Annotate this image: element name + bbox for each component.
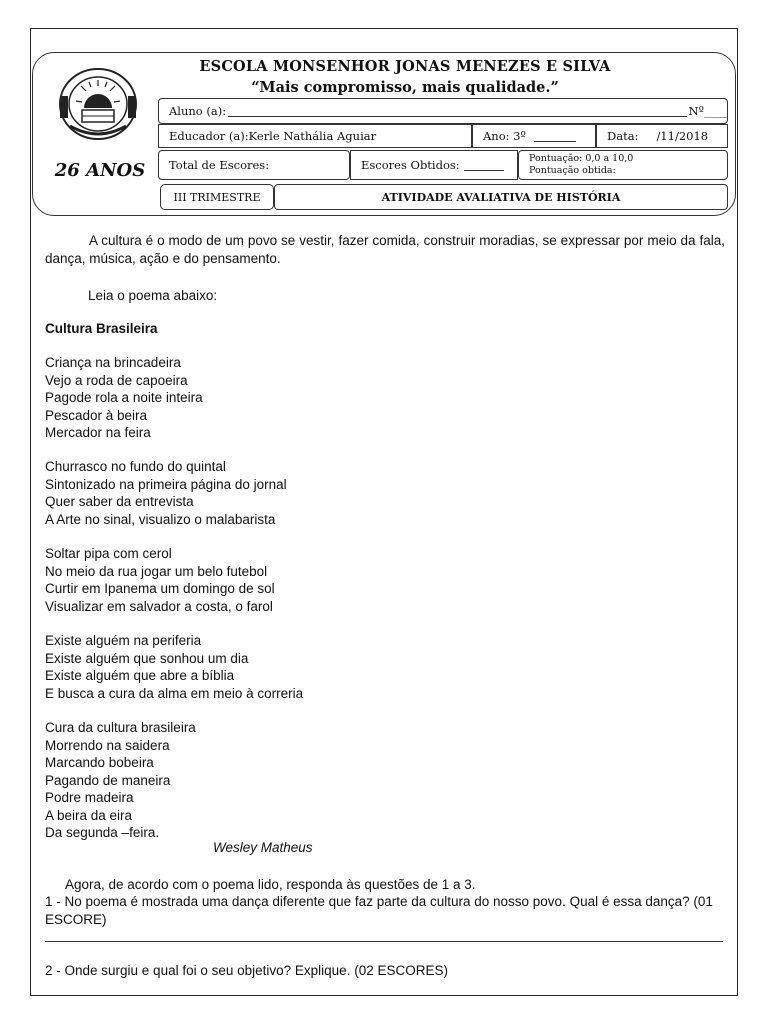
numero-label: Nº____ [688, 104, 727, 118]
total-scores-field [158, 150, 350, 180]
poem-stanza-4 [45, 632, 725, 702]
poem-line: E busca a cura da alma em meio à correria [45, 685, 304, 701]
educator-label: Educador (a):Kerle Nathália Aguiar [169, 129, 377, 143]
school-seal-logo [56, 66, 140, 146]
escores-obtidos-blank [464, 170, 504, 171]
ano-label: Ano: 3º [483, 129, 526, 143]
poem-line: Vejo a roda de capoeira [45, 372, 188, 388]
poem-line: Existe alguém na periferia [45, 633, 202, 648]
poem-line: Podre madeira [45, 790, 134, 805]
total-escores-label: Total de Escores: [169, 158, 270, 172]
poem-stanza-5 [45, 719, 725, 842]
poem-line: Da segunda –feira. [45, 825, 160, 840]
poem-line: Visualizar em salvador a costa, o farol [45, 598, 273, 614]
obtained-scores-field[interactable] [350, 150, 518, 180]
trimester-label: III TRIMESTRE [160, 184, 274, 210]
escores-obtidos-label: Escores Obtidos: [361, 158, 460, 172]
school-motto: “Mais compromisso, mais qualidade.” [251, 79, 559, 96]
poem-line: Curtir em Ipanema um domingo de sol [45, 581, 275, 596]
poem-line: Pescador à beira [45, 407, 148, 423]
poem-stanza-1 [45, 354, 725, 442]
poem-stanza-2 [45, 458, 725, 528]
poem-line: Existe alguém que sonhou um dia [45, 650, 249, 666]
poem-line: Morrendo na saidera [45, 737, 170, 753]
date-field[interactable] [596, 124, 728, 148]
poem-line: Pagando de maneira [45, 772, 171, 788]
poem-line: Marcando bobeira [45, 755, 154, 770]
poem-line: Cura da cultura brasileira [45, 720, 196, 735]
answer-line-1[interactable] [45, 941, 723, 942]
question-1: 1 - No poema é mostrada uma dança diferente que faz parte da cultura do nosso povo. Qual é essa dança? (01 ESCORE) [45, 894, 713, 927]
school-name: ESCOLA MONSENHOR JONAS MENEZES E SILVA [199, 58, 611, 75]
data-label: Data: [607, 129, 639, 143]
poem-author: Wesley Matheus [213, 840, 313, 855]
anniversary-label: 26 ANOS [54, 160, 146, 181]
activity-title: ATIVIDADE AVALIATIVA DE HISTÓRIA [274, 184, 728, 210]
question-2: 2 - Onde surgiu e qual foi o seu objetivo? Explique. (02 ESCORES) [45, 963, 448, 978]
grade-field [518, 150, 728, 180]
aluno-label: Aluno (a): [169, 104, 227, 118]
pontuacao-obtida-label: Pontuação obtida: [529, 165, 616, 176]
questions-intro: Agora, de acordo com o poema lido, responda às questões de 1 a 3. [65, 877, 476, 892]
poem-line: Pagode rola a noite inteira [45, 390, 203, 405]
year-field[interactable] [472, 124, 596, 148]
ano-blank [534, 141, 576, 142]
poem-line: Sintonizado na primeira página do jornal [45, 476, 287, 492]
poem-line: Churrasco no fundo do quintal [45, 459, 226, 474]
poem-line: Mercador na feira [45, 425, 151, 440]
aluno-blank [228, 116, 686, 117]
read-instruction: Leia o poema abaixo: [88, 288, 218, 303]
poem-line: A beira da eira [45, 807, 133, 823]
poem-stanza-3 [45, 545, 725, 615]
poem-line: No meio da rua jogar um belo futebol [45, 563, 268, 579]
poem-line: Quer saber da entrevista [45, 494, 194, 509]
poem-title: Cultura Brasileira [45, 321, 158, 336]
poem-line: Existe alguém que abre a bíblia [45, 668, 235, 683]
poem-line: Soltar pipa com cerol [45, 546, 172, 561]
pontuacao-range: Pontuação: 0,0 a 10,0 [529, 153, 634, 164]
intro-paragraph: A cultura é o modo de um povo se vestir, fazer comida, construir moradias, se expressar por meio da fala, dança, música, ação e do pensamento. [45, 233, 725, 266]
educator-field [158, 124, 472, 148]
student-name-field[interactable] [158, 98, 728, 124]
data-value: /11/2018 [656, 129, 709, 143]
poem-line: A Arte no sinal, visualizo o malabarista [45, 511, 276, 527]
poem-line: Criança na brincadeira [45, 355, 181, 370]
